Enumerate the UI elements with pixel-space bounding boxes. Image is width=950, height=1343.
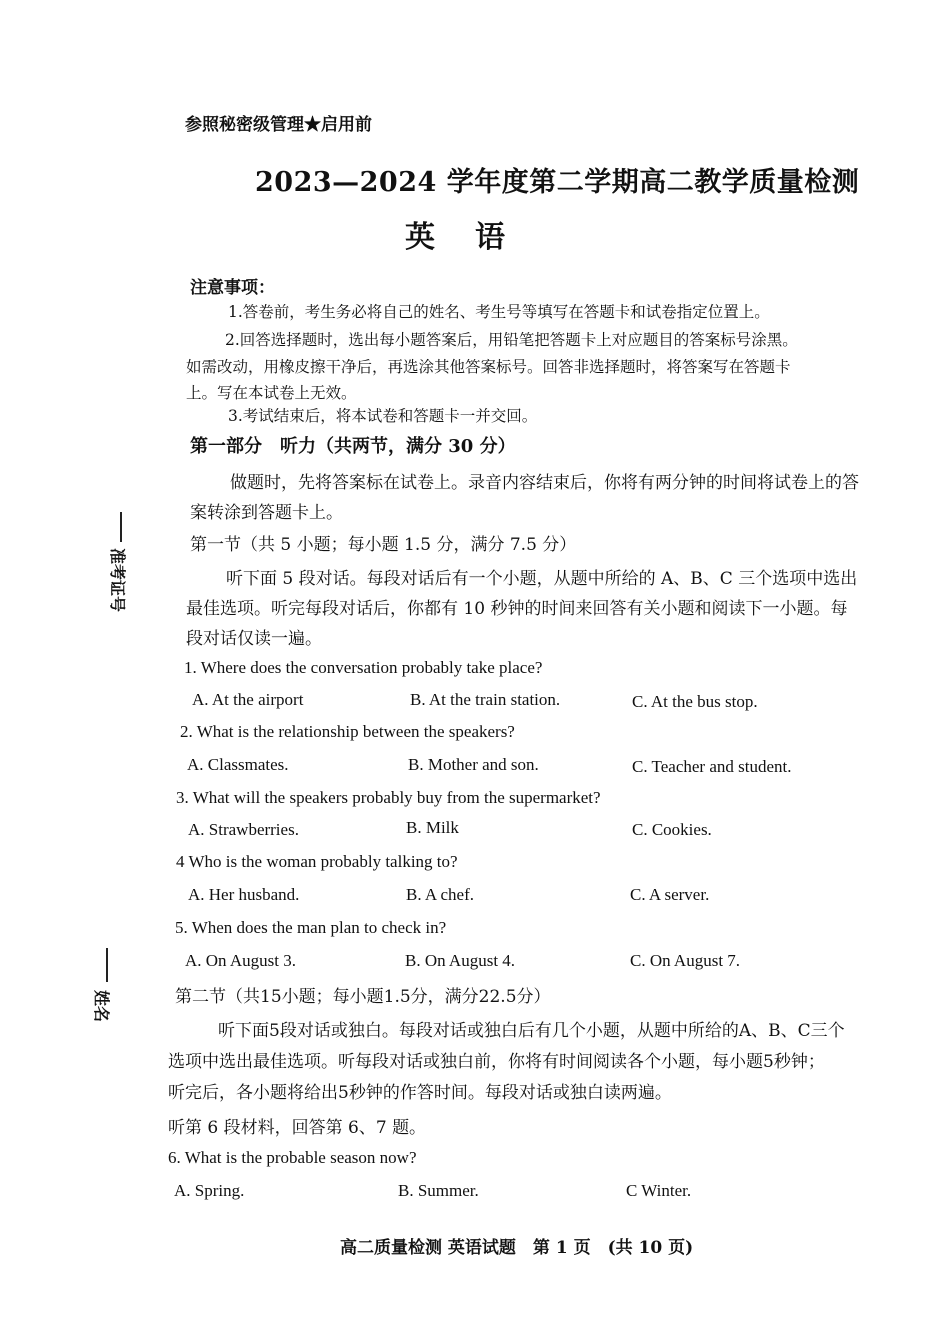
section1-heading: 第一节（共 5 小题；每小题 1.5 分，满分 7.5 分） bbox=[190, 535, 577, 555]
confidentiality-label: 参照秘密级管理★启用前 bbox=[185, 115, 372, 135]
section1-instruction-line-1: 听下面 5 段对话。每段对话后有一个小题，从题中所给的 A、B、C 三个选项中选出 bbox=[226, 569, 858, 589]
question-6: 6. What is the probable season now? bbox=[168, 1148, 417, 1167]
subject-title: 英语 bbox=[405, 220, 545, 255]
question-1-option-c: C. At the bus stop. bbox=[632, 692, 758, 711]
question-1-option-b: B. At the train station. bbox=[410, 690, 561, 709]
section2-heading: 第二节（共15小题；每小题1.5分，满分22.5分） bbox=[175, 987, 551, 1007]
question-5-option-c: C. On August 7. bbox=[630, 951, 741, 970]
question-2-option-b: B. Mother and son. bbox=[408, 755, 539, 774]
question-3-option-b: B. Milk bbox=[406, 818, 459, 837]
question-6-option-a: A. Spring. bbox=[174, 1181, 245, 1200]
section2-instruction-line-2: 选项中选出最佳选项。听每段对话或独白前，你将有时间阅读各个小题，每小题5秒钟； bbox=[168, 1052, 825, 1072]
section2-instruction-line-3: 听完后，各小题将给出5秒钟的作答时间。每段对话或独白读两遍。 bbox=[168, 1083, 672, 1103]
question-6-option-b: B. Summer. bbox=[398, 1181, 479, 1200]
name-blank-line bbox=[106, 948, 108, 982]
question-5-option-b: B. On August 4. bbox=[405, 951, 516, 970]
question-4-option-b: B. A chef. bbox=[406, 885, 474, 904]
question-4: 4 Who is the woman probably talking to? bbox=[176, 852, 458, 871]
question-3: 3. What will the speakers probably buy from the supermarket? bbox=[176, 788, 601, 807]
question-4-option-c: C. A server. bbox=[630, 885, 710, 904]
question-2-option-c: C. Teacher and student. bbox=[632, 757, 792, 776]
question-5: 5. When does the man plan to check in? bbox=[175, 918, 447, 937]
exam-number-label: 准考证号 bbox=[108, 548, 127, 613]
part1-heading: 第一部分 听力（共两节，满分 30 分） bbox=[190, 436, 516, 457]
question-2: 2. What is the relationship between the speakers? bbox=[180, 722, 515, 741]
part1-intro-line-1: 做题时，先将答案标在试卷上。录音内容结束后，你将有两分钟的时间将试卷上的答 bbox=[230, 473, 859, 493]
question-2-option-a: A. Classmates. bbox=[187, 755, 289, 774]
notice-item-2-line-2: 如需改动，用橡皮擦干净后，再选涂其他答案标号。回答非选择题时，将答案写在答题卡 bbox=[186, 358, 791, 376]
question-1: 1. Where does the conversation probably take place? bbox=[184, 658, 543, 677]
question-1-option-a: A. At the airport bbox=[192, 690, 304, 709]
section1-instruction-line-2: 最佳选项。听完每段对话后，你都有 10 秒钟的时间来回答有关小题和阅读下一小题。每 bbox=[186, 599, 848, 619]
page-footer: 高二质量检测 英语试题 第 1 页 (共 10 页) bbox=[340, 1238, 694, 1258]
question-5-option-a: A. On August 3. bbox=[185, 951, 296, 970]
question-4-option-a: A. Her husband. bbox=[188, 885, 300, 904]
exam-title: 2023—2024 学年度第二学期高二教学质量检测 bbox=[255, 167, 860, 198]
notice-item-3: 3.考试结束后，将本试卷和答题卡一并交回。 bbox=[228, 407, 538, 425]
material-6-label: 听第 6 段材料，回答第 6、7 题。 bbox=[168, 1118, 427, 1138]
notice-item-2-line-3: 上。写在本试卷上无效。 bbox=[186, 384, 357, 402]
notice-item-2-line-1: 2.回答选择题时，选出每小题答案后，用铅笔把答题卡上对应题目的答案标号涂黑。 bbox=[225, 331, 798, 349]
name-label: 姓名 bbox=[92, 990, 111, 1023]
part1-intro-line-2: 案转涂到答题卡上。 bbox=[190, 503, 343, 523]
notice-heading: 注意事项： bbox=[190, 278, 275, 298]
question-6-option-c: C Winter. bbox=[626, 1181, 692, 1200]
section2-instruction-line-1: 听下面5段对话或独白。每段对话或独白后有几个小题，从题中所给的A、B、C三个 bbox=[218, 1021, 845, 1041]
question-3-option-a: A. Strawberries. bbox=[188, 820, 299, 839]
exam-number-blank-line bbox=[120, 512, 122, 542]
section1-instruction-line-3: 段对话仅读一遍。 bbox=[186, 629, 322, 649]
question-3-option-c: C. Cookies. bbox=[632, 820, 712, 839]
notice-item-1: 1.答卷前，考生务必将自己的姓名、考生号等填写在答题卡和试卷指定位置上。 bbox=[228, 303, 770, 321]
